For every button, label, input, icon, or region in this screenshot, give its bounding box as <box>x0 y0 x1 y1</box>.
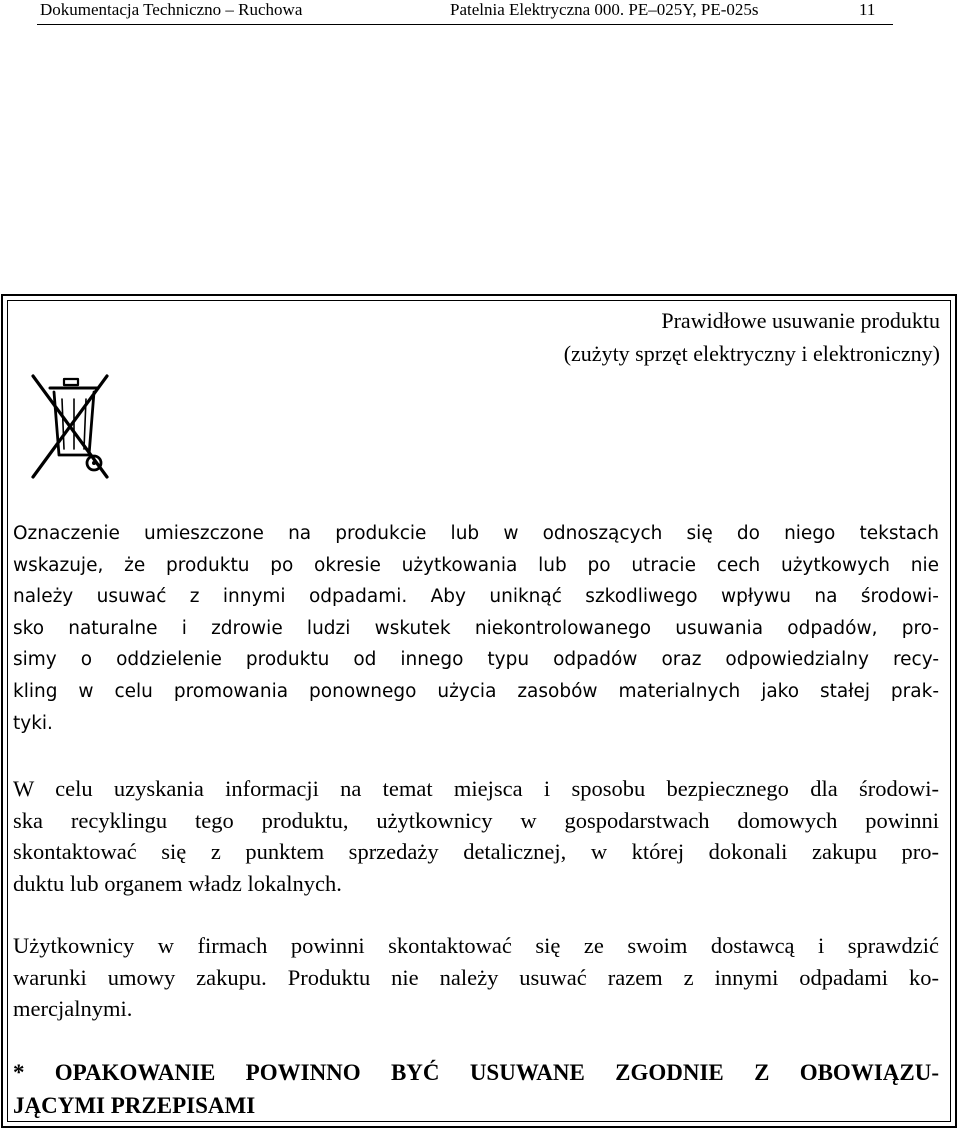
paragraph-line: duktu lub organem władz lokalnych. <box>13 870 342 896</box>
paragraph-line: W celu uzyskania informacji na temat miejsca i sposobu bezpiecznego dla środowi- <box>13 776 939 801</box>
packaging-note-line: JĄCYMI PRZEPISAMI <box>13 1093 256 1118</box>
crossed-out-wheeled-bin-icon <box>30 373 110 483</box>
paragraph-line: należy usuwać z innymi odpadami. Aby uniknąć szkodliwego wpływu na środowi- <box>13 586 939 608</box>
paragraph-line: warunki umowy zakupu. Produktu nie należy usuwać razem z innymi odpadami ko- <box>13 964 939 990</box>
paragraph-line: tyki. <box>13 712 53 734</box>
paragraph-line: skontaktować się z punktem sprzedaży detalicznej, w której dokonali zakupu pro- <box>13 839 939 865</box>
header-product-model: Patelnia Elektryczna 000. PE–025Y, PE-025s <box>450 0 759 19</box>
packaging-note-line: * OPAKOWANIE POWINNO BYĆ USUWANE ZGODNIE Z OBOWIĄZU- <box>13 1060 939 1085</box>
notice-title: Prawidłowe usuwanie produktu <box>661 308 940 333</box>
paragraph-line: ska recyklingu tego produktu, użytkownicy w gospodarstwach domowych powinni <box>13 807 939 833</box>
header-document-title: Dokumentacja Techniczno – Ruchowa <box>40 0 303 19</box>
paragraph-line: kling w celu promowania ponownego użycia zasobów materialnych jako stałej prak- <box>13 680 939 702</box>
business-users-paragraph <box>13 930 939 1025</box>
packaging-note <box>13 1056 939 1122</box>
paragraph-line: mercjalnymi. <box>13 996 133 1022</box>
paragraph-line: wskazuje, że produktu po okresie użytkowania lub po utracie cech użytkowych nie <box>13 554 939 576</box>
page-header <box>0 0 960 26</box>
paragraph-line: Oznaczenie umieszczone na produkcie lub w odnoszących się do niego tekstach <box>13 523 939 544</box>
paragraph-line: Użytkownicy w firmach powinni skontaktować się ze swoim dostawcą i sprawdzić <box>13 933 939 958</box>
paragraph-line: simy o oddzielenie produktu od innego typu odpadów oraz odpowiedzialny recy- <box>13 649 939 671</box>
header-rule <box>37 24 893 25</box>
paragraph-line: sko naturalne i zdrowie ludzi wskutek niekontrolowanego usuwania odpadów, pro- <box>13 617 939 639</box>
household-users-paragraph <box>13 773 939 899</box>
header-page-number: 11 <box>859 0 876 19</box>
notice-subtitle: (zużyty sprzęt elektryczny i elektroniczny) <box>563 341 940 366</box>
disposal-paragraph <box>13 518 939 739</box>
